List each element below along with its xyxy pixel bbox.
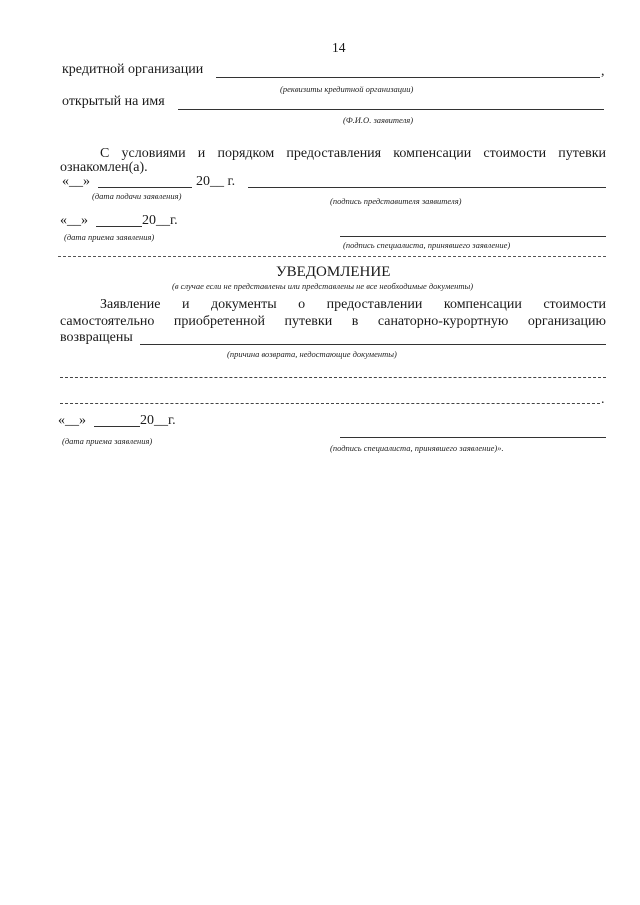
account-holder-label: открытый на имя (62, 94, 165, 109)
acceptance-date-month-line (96, 226, 142, 227)
representative-signature-caption: (подпись представителя заявителя) (330, 196, 462, 206)
acknowledgement-line-2: ознакомлен(а). (60, 160, 148, 175)
submission-date-year: 20__ г. (196, 174, 236, 189)
notice-date-caption: (дата приема заявления) (62, 436, 153, 446)
notice-signature-line (340, 437, 606, 438)
return-reason-period: . (601, 392, 605, 407)
notice-signature-caption: (подпись специалиста, принявшего заявление)». (330, 443, 504, 453)
bank-details-line (216, 77, 600, 78)
acknowledgement-line-1: С условиями и порядком предоставления компенсации стоимости путевки (100, 146, 606, 161)
notice-subtitle: (в случае если не представлены или представлены не все необходимые документы) (172, 281, 474, 291)
submission-date-caption: (дата подачи заявления) (92, 191, 182, 201)
applicant-name-line (178, 109, 604, 110)
return-reason-caption: (причина возврата, недостающие документы) (227, 349, 397, 359)
notice-body-line-2: самостоятельно приобретенной путевки в санаторно-курортную организацию (60, 314, 606, 329)
section-separator (58, 256, 606, 257)
notice-date-month-line (94, 426, 140, 427)
submission-date-day: «__» (62, 174, 90, 189)
bank-caption: (реквизиты кредитной организации) (280, 84, 414, 94)
submission-date-month-line (98, 187, 192, 188)
return-reason-line-2 (60, 377, 606, 378)
bank-label: кредитной организации (62, 62, 204, 77)
acceptance-date-day: «__» (60, 213, 88, 228)
return-reason-line-3 (60, 403, 600, 404)
specialist-signature-caption: (подпись специалиста, принявшего заявление) (343, 240, 511, 250)
notice-body-line-1: Заявление и документы о предоставлении компенсации стоимости (100, 297, 606, 312)
notice-date-year: 20__г. (140, 413, 176, 428)
bank-line-comma: , (601, 64, 605, 79)
notice-title: УВЕДОМЛЕНИЕ (276, 264, 391, 280)
acceptance-date-year: 20__г. (142, 213, 178, 228)
applicant-name-caption: (Ф.И.О. заявителя) (343, 115, 414, 125)
acceptance-date-caption: (дата приема заявления) (64, 232, 155, 242)
specialist-signature-line (340, 236, 606, 237)
page-number: 14 (332, 40, 346, 55)
notice-body-line-3: возвращены (60, 330, 133, 345)
notice-date-day: «__» (58, 413, 86, 428)
return-reason-line (140, 344, 606, 345)
representative-signature-line (248, 187, 606, 188)
